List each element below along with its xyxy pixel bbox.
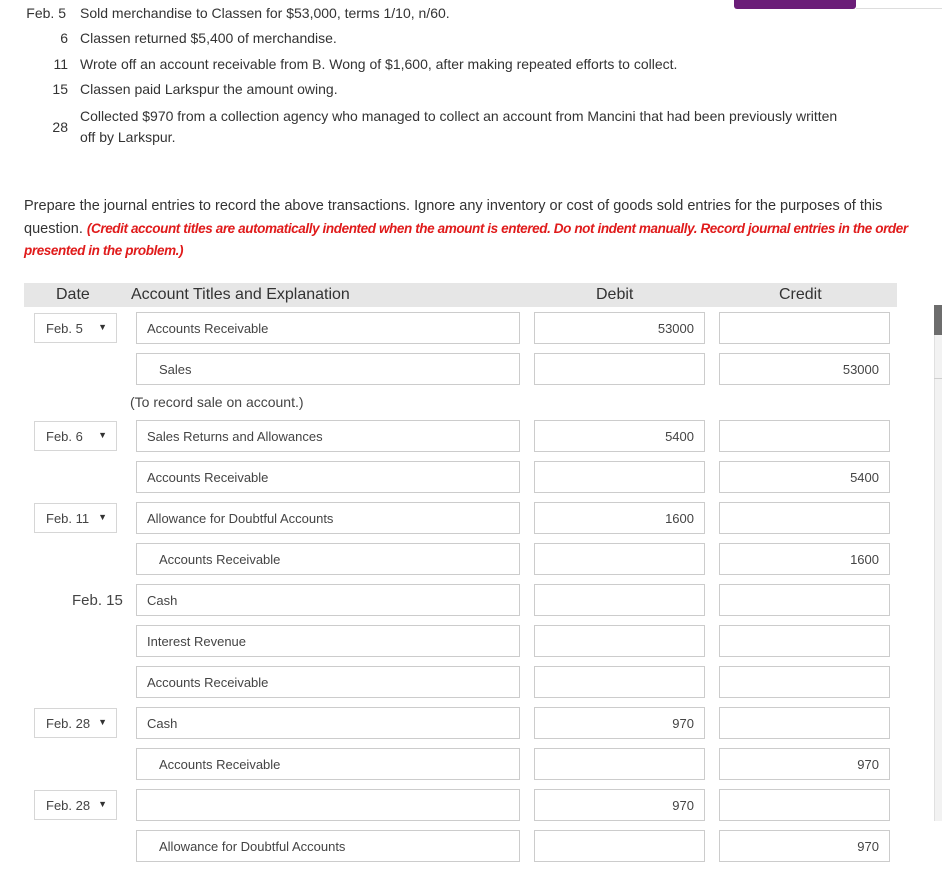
account-input-value: Cash: [147, 593, 178, 608]
credit-input[interactable]: [719, 666, 890, 698]
header-debit: Debit: [596, 286, 634, 303]
account-input[interactable]: [136, 789, 520, 821]
instructions-note: (Credit account titles are automatically indented when the amount is entered. Do not indent manually. Record journal entries in the order presented in the problem.): [24, 220, 908, 258]
debit-input[interactable]: [534, 666, 705, 698]
dropdown-arrow-icon: ▼: [98, 799, 107, 809]
transaction-2: [0, 29, 942, 47]
account-input-value: Sales Returns and Allowances: [147, 429, 323, 444]
debit-input-value: 970: [672, 716, 694, 731]
instructions: [24, 196, 929, 263]
account-input-value: Accounts Receivable: [147, 321, 269, 336]
transaction-1: [0, 4, 942, 22]
instructions-text: Prepare the journal entries to record the above transactions. Ignore any inventory or cost of goods sold entries for the purposes of this question.: [24, 198, 883, 237]
debit-input[interactable]: [534, 584, 705, 616]
dropdown-arrow-icon: ▼: [98, 717, 107, 727]
transaction-5: [0, 107, 942, 147]
debit-input[interactable]: [534, 353, 705, 385]
credit-input[interactable]: [719, 830, 890, 862]
dropdown-arrow-icon: ▼: [98, 430, 107, 440]
date-select-value: Feb. 11: [46, 511, 90, 526]
debit-input-value: 53000: [657, 321, 694, 336]
debit-input[interactable]: [534, 543, 705, 575]
debit-input[interactable]: [534, 312, 705, 344]
header-account: Account Titles and Explanation: [131, 286, 350, 303]
credit-input[interactable]: [719, 461, 890, 493]
account-input[interactable]: [136, 707, 520, 739]
date-select[interactable]: [34, 708, 117, 738]
account-input-value: Allowance for Doubtful Accounts: [147, 511, 334, 526]
credit-input[interactable]: [719, 543, 890, 575]
scrollbar-divider: [934, 378, 942, 379]
account-input[interactable]: [136, 625, 520, 657]
credit-input-value: 970: [857, 757, 879, 772]
account-input[interactable]: [136, 353, 520, 385]
date-select[interactable]: [34, 503, 117, 533]
scrollbar-thumb[interactable]: [934, 305, 942, 335]
credit-input[interactable]: [719, 353, 890, 385]
debit-input-value: 1600: [665, 511, 694, 526]
transaction-text: Sold merchandise to Classen for $53,000, terms 1/10, n/60.: [80, 5, 450, 21]
debit-input[interactable]: [534, 461, 705, 493]
date-select-value: Feb. 28: [46, 798, 91, 813]
credit-input-value: 1600: [850, 552, 879, 567]
transaction-date: 6: [60, 30, 68, 46]
transaction-date: Feb. 5: [26, 5, 66, 21]
debit-input[interactable]: [534, 625, 705, 657]
debit-input[interactable]: [534, 502, 705, 534]
debit-input[interactable]: [534, 420, 705, 452]
transaction-text: Wrote off an account receivable from B. Wong of $1,600, after making repeated efforts to collect.: [80, 56, 678, 72]
transaction-text: Classen paid Larkspur the amount owing.: [80, 81, 338, 97]
credit-input[interactable]: [719, 625, 890, 657]
debit-input-value: 970: [672, 798, 694, 813]
account-input[interactable]: [136, 502, 520, 534]
account-input-value: Accounts Receivable: [159, 757, 281, 772]
account-input-value: Interest Revenue: [147, 634, 247, 649]
credit-input[interactable]: [719, 748, 890, 780]
account-input-value: Sales: [159, 362, 192, 377]
debit-input[interactable]: [534, 707, 705, 739]
account-input[interactable]: [136, 543, 520, 575]
account-input[interactable]: [136, 584, 520, 616]
account-input-value: Accounts Receivable: [147, 470, 269, 485]
transaction-3: [0, 55, 942, 73]
account-input[interactable]: [136, 420, 520, 452]
account-input[interactable]: [136, 830, 520, 862]
date-select-value: Feb. 28: [46, 716, 91, 731]
credit-input[interactable]: [719, 420, 890, 452]
account-input-value: Accounts Receivable: [159, 552, 281, 567]
account-input-value: Accounts Receivable: [147, 675, 269, 690]
entry-explanation: (To record sale on account.): [130, 394, 304, 410]
debit-input[interactable]: [534, 789, 705, 821]
transaction-text: Classen returned $5,400 of merchandise.: [80, 30, 337, 46]
dropdown-arrow-icon: ▼: [98, 512, 107, 522]
debit-input[interactable]: [534, 748, 705, 780]
credit-input[interactable]: [719, 789, 890, 821]
credit-input[interactable]: [719, 707, 890, 739]
credit-input[interactable]: [719, 312, 890, 344]
entry-date-label: Feb. 15: [72, 592, 123, 609]
credit-input[interactable]: [719, 584, 890, 616]
debit-input[interactable]: [534, 830, 705, 862]
transaction-4: [0, 80, 942, 98]
account-input[interactable]: [136, 312, 520, 344]
transaction-date: 15: [52, 81, 68, 97]
credit-input-value: 53000: [842, 362, 879, 377]
header-date: Date: [56, 286, 90, 303]
account-input-value: Cash: [147, 716, 178, 731]
account-input[interactable]: [136, 461, 520, 493]
date-select[interactable]: [34, 421, 117, 451]
credit-input[interactable]: [719, 502, 890, 534]
credit-input-value: 5400: [850, 470, 879, 485]
debit-input-value: 5400: [665, 429, 694, 444]
transaction-text: Collected $970 from a collection agency who managed to collect an account from Mancini that had been previously written: [80, 108, 838, 124]
transaction-text-continued: off by Larkspur.: [80, 129, 176, 145]
transaction-date: 28: [52, 119, 68, 135]
table-header: [24, 283, 897, 307]
date-select-value: Feb. 6: [46, 429, 83, 444]
date-select[interactable]: [34, 790, 117, 820]
account-input[interactable]: [136, 748, 520, 780]
credit-input-value: 970: [857, 839, 879, 854]
date-select-value: Feb. 5: [46, 321, 83, 336]
scrollbar-track[interactable]: [934, 305, 942, 821]
dropdown-arrow-icon: ▼: [98, 322, 107, 332]
transaction-date: 11: [53, 56, 68, 72]
header-credit: Credit: [779, 286, 822, 303]
date-select[interactable]: [34, 313, 117, 343]
account-input[interactable]: [136, 666, 520, 698]
account-input-value: Allowance for Doubtful Accounts: [159, 839, 346, 854]
